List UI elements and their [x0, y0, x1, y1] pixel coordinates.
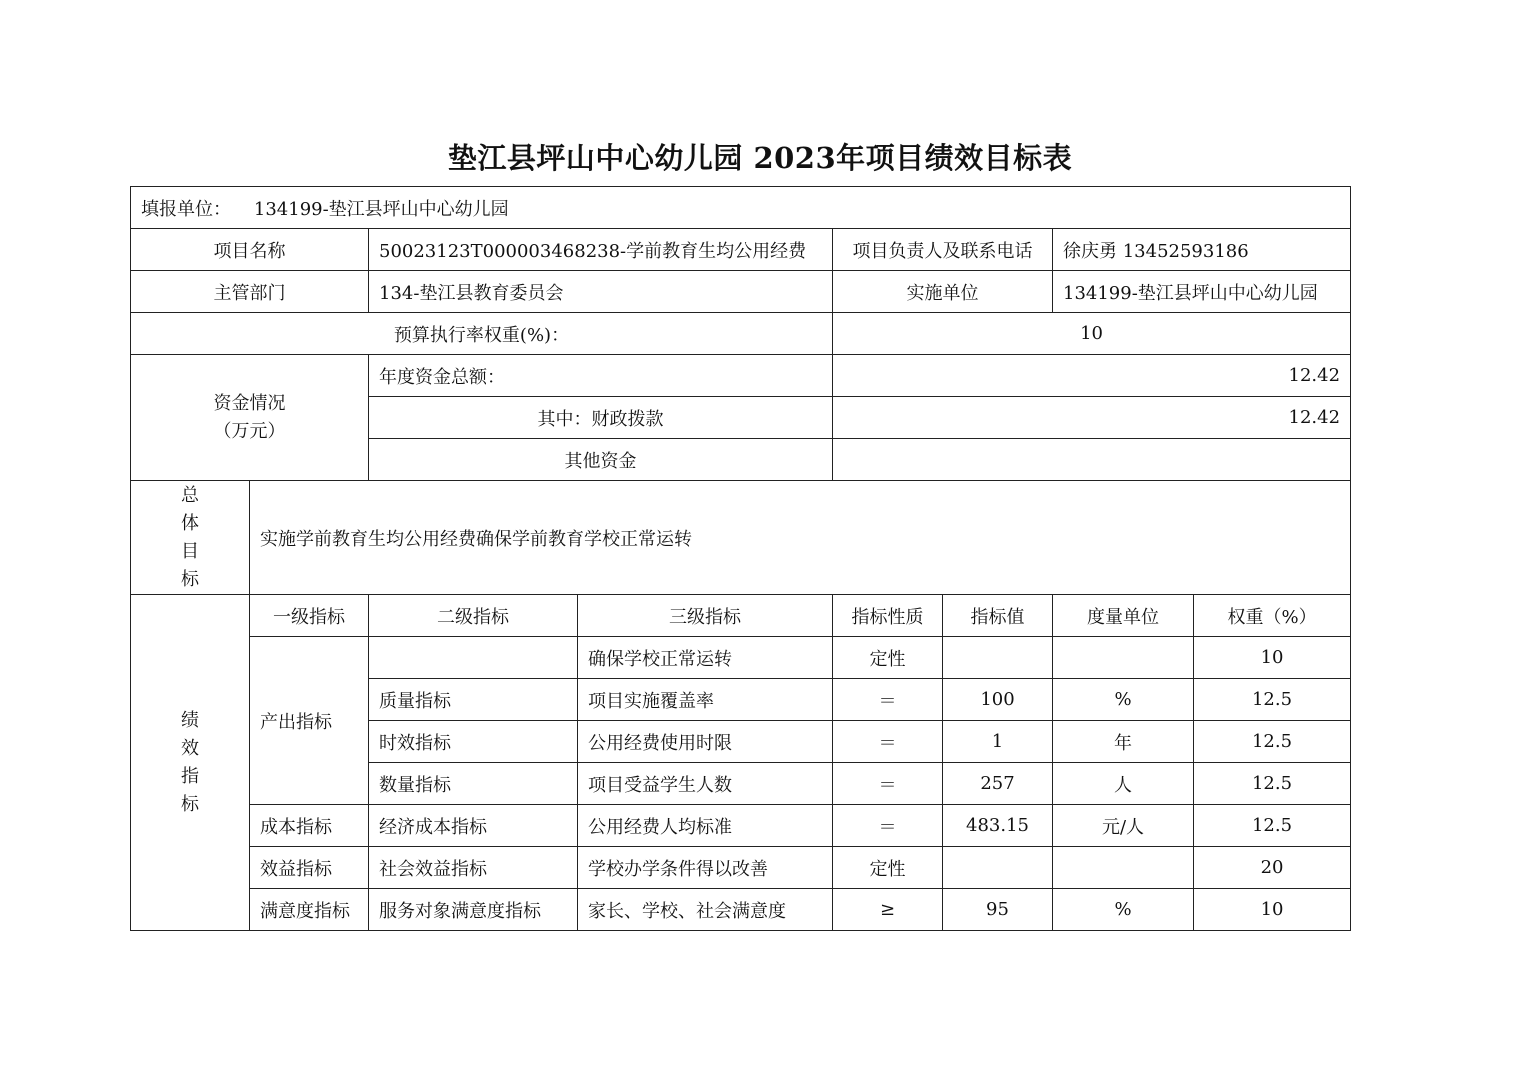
weight-cell: 10	[1194, 637, 1351, 679]
unit-cell	[1053, 637, 1194, 679]
funds-label-line1: 资金情况	[213, 392, 286, 414]
reporting-unit-value: 134199-垫江县坪山中心幼儿园	[253, 198, 509, 220]
budget-weight-row	[131, 313, 1351, 355]
level2-cell	[369, 637, 578, 679]
table-row	[131, 847, 1351, 889]
funds-label-line2: （万元）	[213, 420, 286, 442]
table-row	[131, 637, 1351, 679]
value-cell	[943, 637, 1053, 679]
indicator-header-row	[131, 595, 1351, 637]
overall-goal-text: 实施学前教育生均公用经费确保学前教育学校正常运转	[250, 481, 1351, 595]
header-level1: 一级指标	[250, 595, 369, 637]
weight-cell: 20	[1194, 847, 1351, 889]
funds-total-value: 12.42	[833, 355, 1351, 397]
perf-label-char: 指	[181, 765, 199, 787]
funds-other-value	[833, 439, 1351, 481]
project-contact-value: 徐庆勇 13452593186	[1053, 229, 1351, 271]
unit-cell: 元/人	[1053, 805, 1194, 847]
weight-cell: 12.5	[1194, 721, 1351, 763]
budget-weight-label: 预算执行率权重(%)：	[131, 313, 833, 355]
reporting-unit-cell	[131, 187, 1351, 229]
level2-cell: 社会效益指标	[369, 847, 578, 889]
goal-label-char: 目	[181, 540, 199, 562]
header-weight: 权重（%）	[1194, 595, 1351, 637]
value-cell: 100	[943, 679, 1053, 721]
unit-cell: %	[1053, 889, 1194, 931]
implementing-unit-label: 实施单位	[833, 271, 1053, 313]
funds-total-label: 年度资金总额：	[369, 355, 833, 397]
goal-label-char: 标	[181, 568, 199, 590]
perf-label-char: 绩	[181, 709, 199, 731]
level2-cell: 服务对象满意度指标	[369, 889, 578, 931]
header-value: 指标值	[943, 595, 1053, 637]
budget-weight-value: 10	[833, 313, 1351, 355]
department-row	[131, 271, 1351, 313]
level2-cell: 经济成本指标	[369, 805, 578, 847]
level3-cell: 确保学校正常运转	[578, 637, 833, 679]
nature-cell: ＝	[833, 721, 943, 763]
funds-fiscal-value: 12.42	[833, 397, 1351, 439]
value-cell	[943, 847, 1053, 889]
nature-cell: 定性	[833, 847, 943, 889]
reporting-unit-label: 填报单位：	[141, 198, 231, 220]
level3-cell: 家长、学校、社会满意度	[578, 889, 833, 931]
level2-cell: 质量指标	[369, 679, 578, 721]
table-row	[131, 805, 1351, 847]
level3-cell: 公用经费人均标准	[578, 805, 833, 847]
value-cell: 1	[943, 721, 1053, 763]
funds-label	[131, 355, 369, 481]
level1-cell: 成本指标	[250, 805, 369, 847]
project-name-row	[131, 229, 1351, 271]
funds-total-row	[131, 355, 1351, 397]
unit-cell: %	[1053, 679, 1194, 721]
nature-cell: ＝	[833, 679, 943, 721]
department-value: 134-垫江县教育委员会	[369, 271, 833, 313]
unit-cell: 年	[1053, 721, 1194, 763]
implementing-unit-value: 134199-垫江县坪山中心幼儿园	[1053, 271, 1351, 313]
goal-label-char: 体	[181, 512, 199, 534]
level3-cell: 学校办学条件得以改善	[578, 847, 833, 889]
overall-goal-label	[131, 481, 250, 595]
goal-label-char: 总	[181, 484, 199, 506]
output-indicator-label: 产出指标	[250, 637, 369, 805]
funds-other-label: 其他资金	[369, 439, 833, 481]
value-cell: 95	[943, 889, 1053, 931]
funds-fiscal-label: 其中：财政拨款	[369, 397, 833, 439]
nature-cell: ＝	[833, 805, 943, 847]
header-nature: 指标性质	[833, 595, 943, 637]
level1-cell: 满意度指标	[250, 889, 369, 931]
overall-goal-row	[131, 481, 1351, 595]
level2-cell: 数量指标	[369, 763, 578, 805]
weight-cell: 10	[1194, 889, 1351, 931]
reporting-unit-row	[131, 187, 1351, 229]
level1-cell: 效益指标	[250, 847, 369, 889]
weight-cell: 12.5	[1194, 763, 1351, 805]
weight-cell: 12.5	[1194, 679, 1351, 721]
performance-indicator-label	[131, 595, 250, 931]
value-cell: 257	[943, 763, 1053, 805]
project-contact-label: 项目负责人及联系电话	[833, 229, 1053, 271]
weight-cell: 12.5	[1194, 805, 1351, 847]
department-label: 主管部门	[131, 271, 369, 313]
nature-cell: 定性	[833, 637, 943, 679]
header-level3: 三级指标	[578, 595, 833, 637]
project-name-label: 项目名称	[131, 229, 369, 271]
nature-cell: ≥	[833, 889, 943, 931]
perf-label-char: 效	[181, 737, 199, 759]
level3-cell: 项目受益学生人数	[578, 763, 833, 805]
project-name-value: 50023123T000003468238-学前教育生均公用经费	[369, 229, 833, 271]
level3-cell: 项目实施覆盖率	[578, 679, 833, 721]
table-row	[131, 889, 1351, 931]
unit-cell: 人	[1053, 763, 1194, 805]
header-unit: 度量单位	[1053, 595, 1194, 637]
level2-cell: 时效指标	[369, 721, 578, 763]
performance-target-table	[130, 186, 1351, 931]
nature-cell: ＝	[833, 763, 943, 805]
page-title: 垫江县坪山中心幼儿园 2023年项目绩效目标表	[447, 141, 1073, 175]
header-level2: 二级指标	[369, 595, 578, 637]
level3-cell: 公用经费使用时限	[578, 721, 833, 763]
unit-cell	[1053, 847, 1194, 889]
perf-label-char: 标	[181, 793, 199, 815]
value-cell: 483.15	[943, 805, 1053, 847]
